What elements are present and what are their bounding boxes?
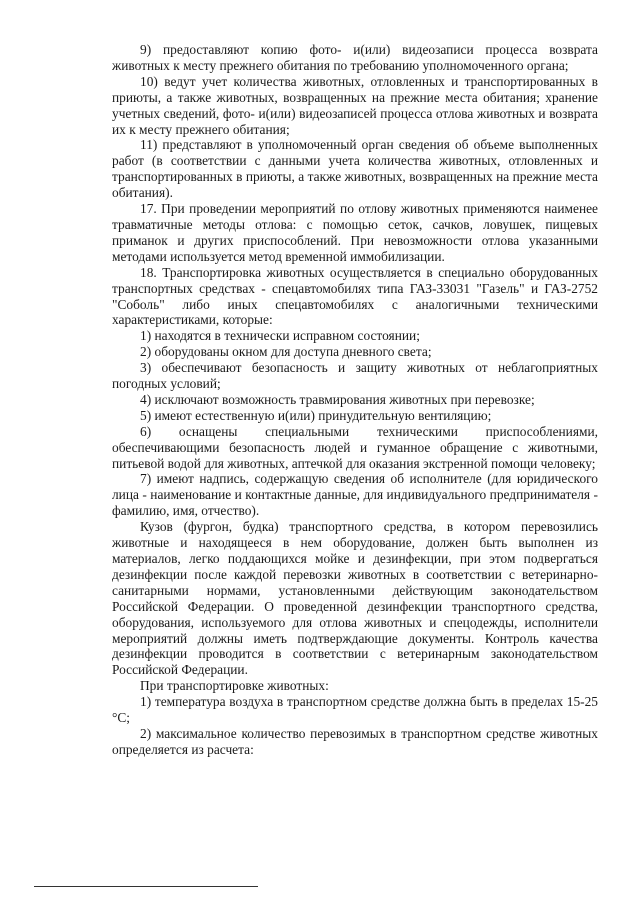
list-item-2: 2) оборудованы окном для доступа дневного света; [140, 344, 432, 360]
list-item-5: 5) имеют естественную и(или) принудительную вентиляцию; [140, 407, 492, 423]
paragraph-item-9: 9) предоставляют копию фото- и(или) видеозаписи процесса возврата животных к месту прежнего обитания по требованию уполномоченного органа; [112, 42, 598, 73]
list-item-3: 3) обеспечивают безопасность и защиту животных от неблагоприятных погодных условий; [112, 360, 598, 392]
paragraph-transport-intro: При транспортировке животных: [140, 678, 329, 694]
list-item-6: 6) оснащены специальными техническими приспособлениями, обеспечивающими безопасность людей и гуманное обращение с животными, питьевой водой для животных, аптечкой для оказания экстренной помощи человеку; [112, 423, 598, 471]
list-item-4: 4) исключают возможность травмирования животных при перевозке; [140, 391, 535, 407]
transport-item-1: 1) температура воздуха в транспортном средстве должна быть в пределах 15-25 °С; [112, 694, 598, 726]
transport-item-2: 2) максимальное количество перевозимых в транспортном средстве животных определяется из расчета: [112, 725, 598, 757]
document-page [112, 42, 598, 758]
paragraph-item-10: 10) ведут учет количества животных, отловленных и транспортированных в приюты, а также животных, возвращенных на прежние места обитания; хранение учетных сведений, фото- и(или) видеозаписей процесса отлова животных и возврата их к месту прежнего обитания; [112, 73, 598, 137]
paragraph-clause-18: 18. Транспортировка животных осуществляется в специально оборудованных транспортных средствах - спецавтомобилях типа ГАЗ-33031 "Газель" и ГАЗ-2752 "Соболь" либо иных спецавтомобилях с аналогичными техническими характеристиками, которые: [112, 264, 598, 328]
paragraph-clause-17: 17. При проведении мероприятий по отлову животных применяются наименее травматичные методы отлова: с помощью сеток, сачков, ловушек, пищевых приманок и других приспособлений. При невозможности отлова указанными методами используется метод временной иммобилизации. [112, 201, 598, 264]
list-item-7: 7) имеют надпись, содержащую сведения об исполнителе (для юридического лица - наименование и контактные данные, для индивидуального предпринимателя - фамилию, имя, отчество). [112, 471, 598, 519]
paragraph-vehicle-body: Кузов (фургон, будка) транспортного средства, в котором перевозились животные и находящееся в нем оборудование, должен быть выполнен из материалов, легко поддающихся мойке и дезинфекции, при этом подвергаться дезинфекции после каждой перевозки животных в соответствии с ветеринарно-санитарными нормами, установленными действующим законодательством Российской Федерации. О проведенной дезинфекции транспортного средства, оборудования, используемого для отлова животных и спецодежды, исполнители мероприятий должны иметь подтверждающие документы. Контроль качества дезинфекции проводится в соответствии с ветеринарным законодательством Российской Федерации. [112, 519, 598, 678]
list-item-1: 1) находятся в технически исправном состоянии; [140, 328, 420, 344]
footnote-divider [34, 886, 258, 887]
paragraph-item-11: 11) представляют в уполномоченный орган сведения об объеме выполненных работ (в соответствии с данными учета количества животных, отловленных и транспортированных в приюты, а также животных, возвращенных на прежние места обитания). [112, 137, 598, 201]
